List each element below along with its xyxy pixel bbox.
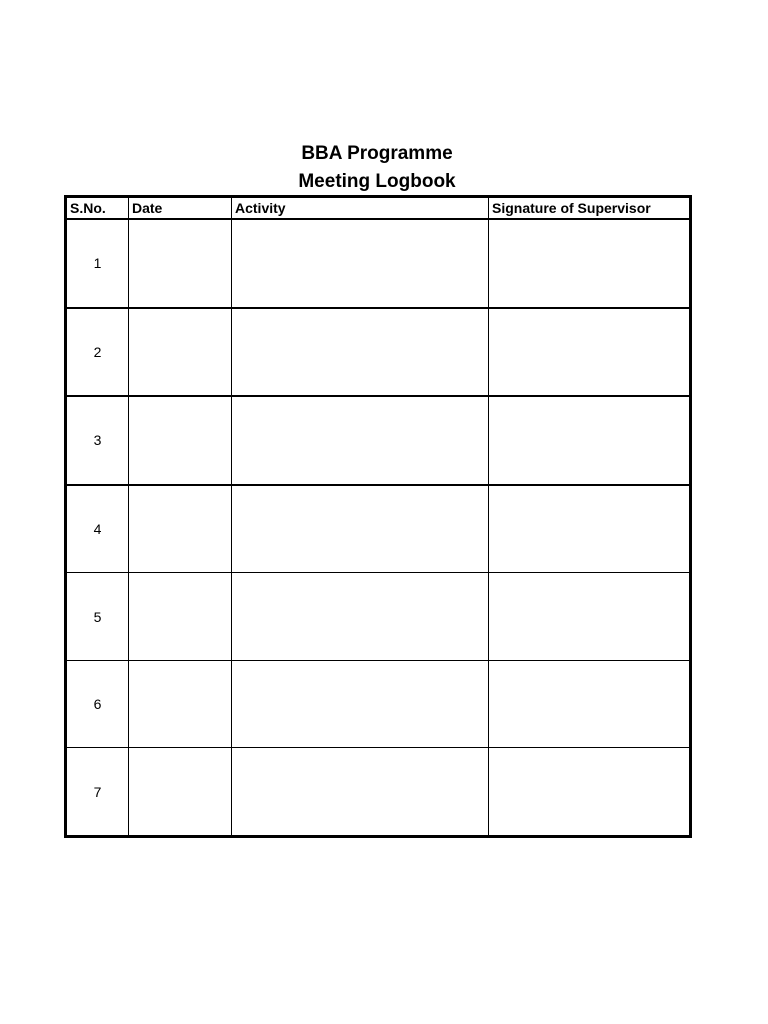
- header-signature: Signature of Supervisor: [489, 197, 691, 220]
- date-cell[interactable]: [129, 748, 232, 837]
- signature-cell[interactable]: [489, 396, 691, 485]
- date-cell[interactable]: [129, 219, 232, 308]
- signature-cell[interactable]: [489, 573, 691, 661]
- document-subtitle: Meeting Logbook: [298, 171, 456, 192]
- activity-cell[interactable]: [232, 660, 489, 748]
- header-date: Date: [129, 197, 232, 220]
- signature-cell[interactable]: [489, 748, 691, 837]
- sno-cell: 1: [66, 219, 129, 308]
- date-cell[interactable]: [129, 485, 232, 573]
- signature-cell[interactable]: [489, 485, 691, 573]
- signature-cell[interactable]: [489, 308, 691, 397]
- activity-cell[interactable]: [232, 396, 489, 485]
- sno-cell: 3: [66, 396, 129, 485]
- sno-cell: 2: [66, 308, 129, 397]
- table-row: [66, 573, 691, 661]
- table-row: [66, 660, 691, 748]
- signature-cell[interactable]: [489, 660, 691, 748]
- signature-cell[interactable]: [489, 219, 691, 308]
- date-cell[interactable]: [129, 308, 232, 397]
- header-sno: S.No.: [66, 197, 129, 220]
- sno-cell: 5: [66, 573, 129, 661]
- activity-cell[interactable]: [232, 573, 489, 661]
- date-cell[interactable]: [129, 573, 232, 661]
- sno-cell: 4: [66, 485, 129, 573]
- header-activity: Activity: [232, 197, 489, 220]
- table-row: [66, 396, 691, 485]
- date-cell[interactable]: [129, 660, 232, 748]
- sno-cell: 7: [66, 748, 129, 837]
- activity-cell[interactable]: [232, 748, 489, 837]
- table-row: [66, 219, 691, 308]
- document-title: BBA Programme: [301, 143, 453, 164]
- activity-cell[interactable]: [232, 308, 489, 397]
- meeting-logbook-table: [64, 195, 692, 838]
- activity-cell[interactable]: [232, 485, 489, 573]
- table-row: [66, 485, 691, 573]
- table-row: [66, 748, 691, 837]
- sno-cell: 6: [66, 660, 129, 748]
- table-row: [66, 308, 691, 397]
- table-header-row: [66, 197, 691, 220]
- date-cell[interactable]: [129, 396, 232, 485]
- activity-cell[interactable]: [232, 219, 489, 308]
